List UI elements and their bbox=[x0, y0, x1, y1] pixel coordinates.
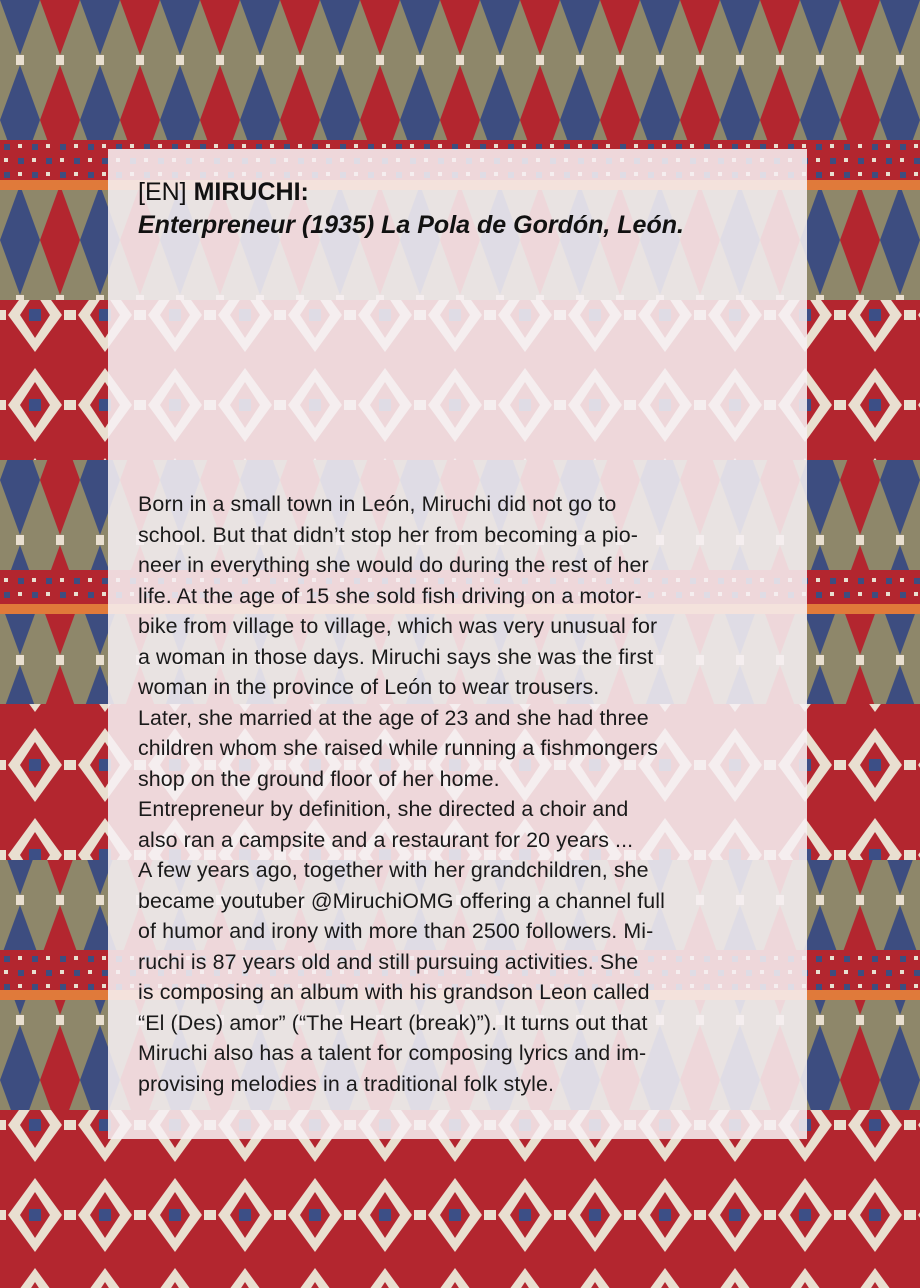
bio-line: of humor and irony with more than 2500 followers. Mi- bbox=[138, 919, 654, 943]
bio-line: school. But that didn’t stop her from becoming a pio- bbox=[138, 522, 638, 547]
profile-heading bbox=[138, 176, 798, 242]
bio-line: A few years ago, together with her grandchildren, she bbox=[138, 858, 649, 882]
text-panel bbox=[108, 149, 807, 1139]
bio-line: is composing an album with his grandson Leon called bbox=[138, 980, 650, 1004]
bio-line: a woman in those days. Miruchi says she was the first bbox=[138, 644, 654, 669]
bio-line: became youtuber @MiruchiOMG offering a channel full bbox=[138, 888, 665, 913]
bio-line: neer in everything she would do during the rest of her bbox=[138, 553, 649, 577]
bio-line: also ran a campsite and a restaurant for 20 years ... bbox=[138, 827, 634, 852]
bio-line: Miruchi also has a talent for composing lyrics and im- bbox=[138, 1041, 647, 1065]
profile-subtitle: Enterpreneur (1935) La Pola de Gordón, León. bbox=[138, 211, 684, 239]
bio-line: ruchi is 87 years old and still pursuing activities. She bbox=[138, 949, 639, 974]
bio-line: Born in a small town in León, Miruchi did not go to bbox=[138, 492, 617, 516]
bio-line: children whom she raised while running a fishmongers bbox=[138, 736, 659, 760]
bio-line: woman in the province of León to wear trousers. bbox=[138, 675, 600, 699]
bio-line: life. At the age of 15 she sold fish driving on a motor- bbox=[138, 583, 642, 608]
bio-line: bike from village to village, which was very unusual for bbox=[138, 614, 658, 638]
bio-line: “El (Des) amor” (“The Heart (break)”). It turns out that bbox=[138, 1010, 648, 1035]
bio-line: Later, she married at the age of 23 and she had three bbox=[138, 705, 649, 730]
language-tag: [EN] bbox=[138, 178, 187, 206]
bio-line: Entrepreneur by definition, she directed a choir and bbox=[138, 797, 629, 821]
person-name: MIRUCHI: bbox=[193, 178, 309, 206]
bio-line: shop on the ground floor of her home. bbox=[138, 766, 500, 791]
bio-line: provising melodies in a traditional folk style. bbox=[138, 1071, 555, 1096]
biography-text bbox=[138, 489, 788, 1099]
